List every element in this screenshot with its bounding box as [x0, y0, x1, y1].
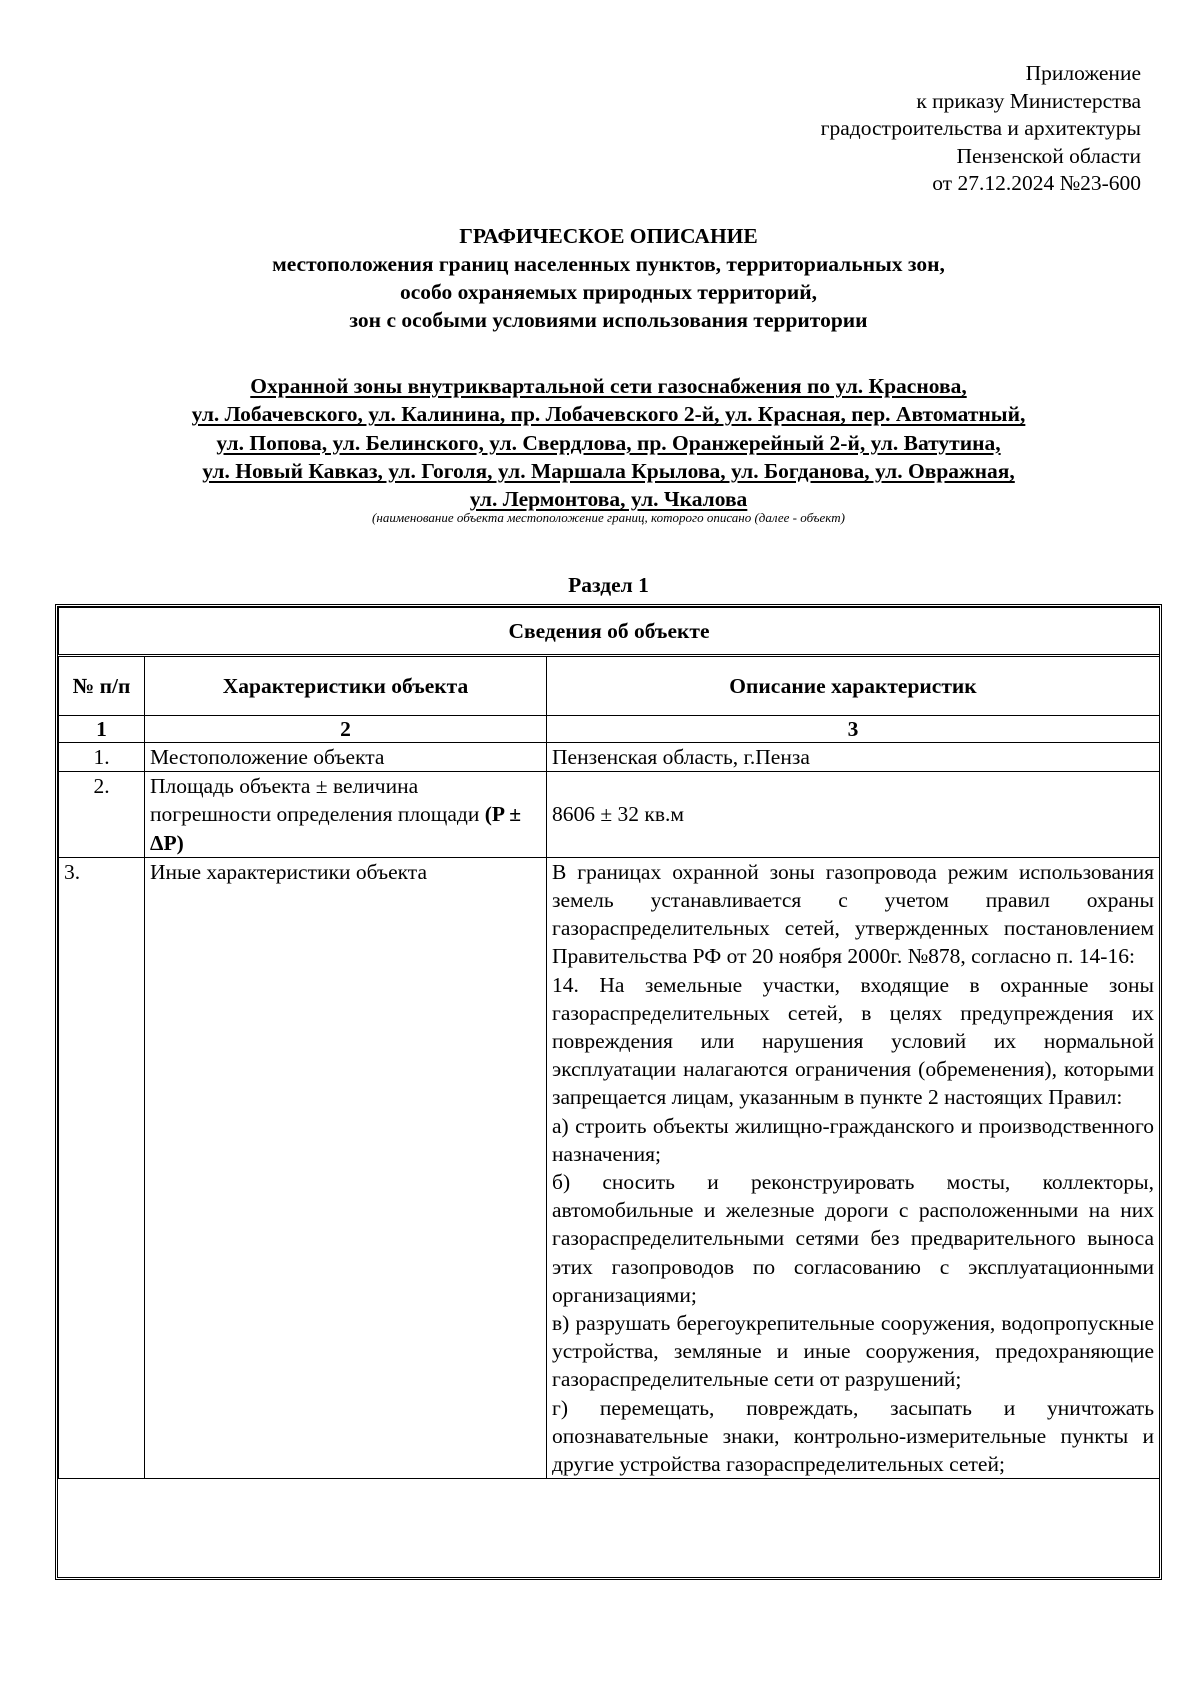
column-number-row [59, 716, 1160, 743]
header-characteristic: Характеристики объекта [145, 656, 547, 716]
appendix-line: Приложение [1025, 61, 1141, 85]
table-row [59, 743, 1160, 772]
appendix-date-number: от 27.12.2024 №23-600 [932, 171, 1141, 195]
header-description: Описание характеристик [547, 656, 1160, 716]
row-characteristic-text: Площадь объекта ± величина погрешности определения площади [150, 774, 480, 827]
description-paragraph: б) сносить и реконструировать мосты, коллекторы, автомобильные и железные дороги с расположенными на них газораспределительными сетями без предварительного выноса этих газопроводов по согласованию с эксплуатационными организациями; [552, 1170, 1154, 1307]
title-heading: ГРАФИЧЕСКОЕ ОПИСАНИЕ [459, 224, 758, 248]
section-title: Раздел 1 [568, 573, 649, 597]
object-name-line: ул. Лермонтова, ул. Чкалова [469, 487, 748, 512]
appendix-line: градостроительства и архитектуры [820, 116, 1141, 140]
object-name-line: ул. Лобачевского, ул. Калинина, пр. Лобачевского 2-й, ул. Красная, пер. Автоматный, [191, 402, 1026, 427]
header-num: № п/п [59, 656, 145, 716]
row-description: 8606 ± 32 кв.м [547, 772, 1160, 858]
object-name-line: ул. Попова, ул. Белинского, ул. Свердлова, пр. Оранжерейный 2-й, ул. Ватутина, [216, 430, 1001, 455]
title-subline: местоположения границ населенных пунктов, территориальных зон, [272, 252, 945, 276]
appendix-line: Пензенской области [956, 143, 1141, 168]
column-number: 1 [59, 716, 145, 743]
row-num: 1. [59, 743, 145, 772]
row-num: 2. [59, 772, 145, 858]
table-caption: Сведения об объекте [59, 608, 1160, 656]
row-characteristic: Иные характеристики объекта [145, 857, 547, 1478]
row-description: Пензенская область, г.Пенза [547, 743, 1160, 772]
appendix-line: к приказу Министерства [916, 88, 1141, 113]
row-characteristic: Местоположение объекта [145, 743, 547, 772]
object-name [0, 372, 1200, 513]
row-characteristic-formula: (P ± ΔP) [150, 802, 522, 855]
description-paragraph: а) строить объекты жилищно-гражданского и производственного назначения; [552, 1113, 1154, 1166]
row-characteristic [145, 772, 547, 858]
table-row [59, 857, 1160, 1478]
object-info-table [58, 607, 1160, 1479]
table-header-row [59, 656, 1160, 716]
column-number: 2 [145, 716, 547, 743]
object-name-line: ул. Новый Кавказ, ул. Гоголя, ул. Маршала Крылова, ул. Богданова, ул. Овражная, [202, 458, 1015, 483]
description-paragraph: 14. На земельные участки, входящие в охранные зоны газораспределительных сетей, в целях предупреждения их повреждения или нарушения условий их нормальной эксплуатации налагаются ограничения (обременения), которыми запрещается лицам, указанным в пункте 2 настоящих Правил: [552, 972, 1154, 1110]
object-name-caption: (наименование объекта местоположение границ, которого описано (далее - объект) [372, 510, 845, 525]
title-subline: особо охраняемых природных территорий, [400, 280, 817, 304]
object-name-line: Охранной зоны внутриквартальной сети газоснабжения по ул. Краснова, [250, 374, 967, 398]
description-paragraph: В границах охранной зоны газопровода режим использования земель устанавливается с учетом правил охраны газораспределительных сетей, утвержденных постановлением Правительства РФ от 20 ноября 2000г. №878, согласно п. 14-16: [552, 859, 1154, 969]
row-description [547, 857, 1160, 1478]
row-num: 3. [59, 857, 145, 1478]
title-subline: зон с особыми условиями использования территории [349, 308, 868, 332]
description-paragraph: в) разрушать берегоукрепительные сооружения, водопропускные устройства, земляные и иные сооружения, предохраняющие газораспределительные сети от разрушений; [552, 1311, 1154, 1392]
column-number: 3 [547, 716, 1160, 743]
document-title [0, 222, 1200, 334]
table-row [59, 772, 1160, 858]
appendix-header [621, 60, 1141, 198]
description-paragraph: г) перемещать, повреждать, засыпать и уничтожать опознавательные знаки, контрольно-измерительные пункты и другие устройства газораспределительных сетей; [552, 1395, 1154, 1477]
